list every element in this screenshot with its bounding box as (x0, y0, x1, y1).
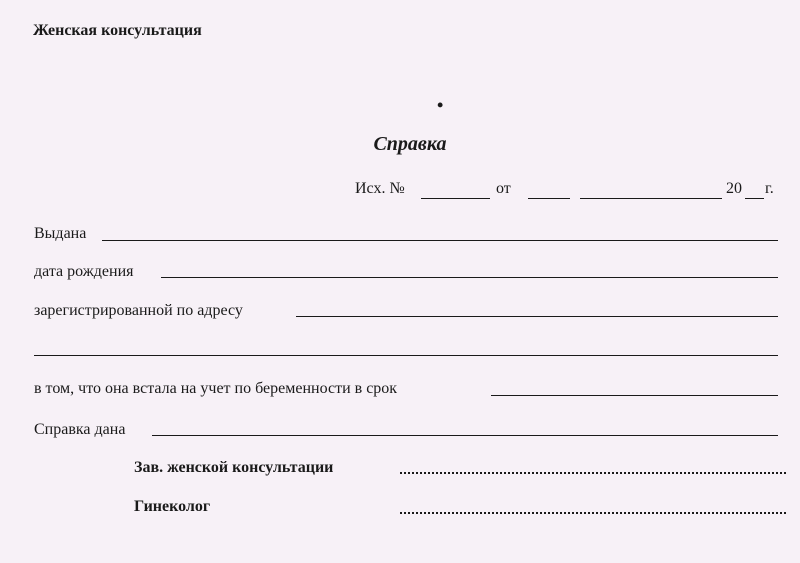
center-dot-mark: • (437, 95, 444, 115)
pregnancy-term-line[interactable] (491, 395, 778, 396)
ref-from-label: от (496, 180, 511, 197)
issued-to-label: Выдана (34, 225, 87, 242)
head-signature-line[interactable] (400, 472, 786, 474)
year-prefix: 20 (726, 180, 742, 197)
ref-number-label: Исх. № (355, 180, 405, 197)
issued-to-line[interactable] (102, 240, 778, 241)
issued-for-line[interactable] (152, 435, 778, 436)
birth-date-label: дата рождения (34, 263, 134, 280)
ref-day-line[interactable] (528, 198, 570, 199)
gynecologist-signature-line[interactable] (400, 512, 786, 514)
ref-month-line[interactable] (580, 198, 722, 199)
address-line-2[interactable] (34, 355, 778, 356)
document-title: Справка (373, 133, 447, 155)
gynecologist-signature-label: Гинеколог (134, 498, 211, 515)
organization-name: Женская консультация (33, 22, 202, 39)
issued-for-label: Справка дана (34, 421, 126, 438)
ref-number-line[interactable] (421, 198, 490, 199)
birth-date-line[interactable] (161, 277, 778, 278)
year-suffix: г. (765, 180, 774, 197)
head-signature-label: Зав. женской консультации (134, 459, 334, 476)
pregnancy-term-label: в том, что она встала на учет по беременности в срок (34, 380, 398, 397)
address-label: зарегистрированной по адресу (34, 302, 243, 319)
ref-year-line[interactable] (745, 198, 764, 199)
address-line-1[interactable] (296, 316, 778, 317)
